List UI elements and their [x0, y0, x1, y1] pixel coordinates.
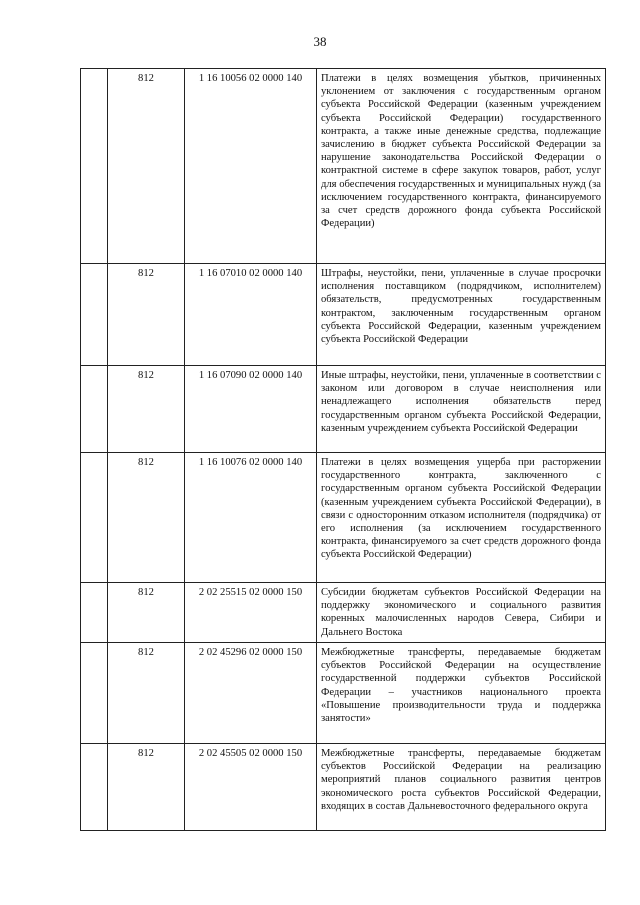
blank-cell: [81, 69, 108, 264]
income-code-cell: 1 16 10056 02 0000 140: [185, 69, 317, 264]
admin-code-cell: 812: [108, 643, 185, 744]
blank-cell: [81, 366, 108, 453]
income-code-cell: 1 16 07090 02 0000 140: [185, 366, 317, 453]
blank-cell: [81, 744, 108, 831]
description-cell: Межбюджетные трансферты, передаваемые бюджетам субъектов Российской Федерации на осуществление государственной поддержки субъектов Российской Федерации – участников национального проекта «Повышение производительности труда и поддержка занятости»: [317, 643, 606, 744]
table-row: [81, 69, 606, 264]
admin-code-cell: 812: [108, 453, 185, 583]
description-cell: Иные штрафы, неустойки, пени, уплаченные в соответствии с законом или договором в случае неисполнения или ненадлежащего исполнения обязательств перед государственным органом субъекта Российской Федерации, казенным учреждением субъекта Российской Федерации: [317, 366, 606, 453]
admin-code-cell: 812: [108, 744, 185, 831]
admin-code-cell: 812: [108, 264, 185, 366]
income-code-cell: 1 16 07010 02 0000 140: [185, 264, 317, 366]
description-cell: Субсидии бюджетам субъектов Российской Федерации на поддержку экономического и социального развития коренных малочисленных народов Севера, Сибири и Дальнего Востока: [317, 583, 606, 643]
income-codes-table: [80, 68, 606, 831]
table-row: [81, 264, 606, 366]
admin-code-cell: 812: [108, 69, 185, 264]
table-row: [81, 453, 606, 583]
description-cell: Платежи в целях возмещения убытков, причиненных уклонением от заключения с государственным органом субъекта Российской Федерации (казенным учреждением субъекта Российской Федерации) государственного контракта, а также иные денежные средства, подлежащие зачислению в бюджет субъекта Российской Федерации за нарушение законодательства Российской Федерации о контрактной системе в сфере закупок товаров, работ, услуг для обеспечения государственных и муниципальных нужд (за исключением государственного контракта, финансируемого за счет средств дорожного фонда субъекта Российской Федерации): [317, 69, 606, 264]
blank-cell: [81, 643, 108, 744]
table-row: [81, 366, 606, 453]
description-cell: Межбюджетные трансферты, передаваемые бюджетам субъектов Российской Федерации на реализацию мероприятий планов социального развития центров экономического роста субъектов Российской Федерации, входящих в состав Дальневосточного федерального округа: [317, 744, 606, 831]
admin-code-cell: 812: [108, 583, 185, 643]
income-code-cell: 2 02 25515 02 0000 150: [185, 583, 317, 643]
description-cell: Штрафы, неустойки, пени, уплаченные в случае просрочки исполнения поставщиком (подрядчиком, исполнителем) обязательств, предусмотренных государственным контрактом, заключенным государственным органом субъекта Российской Федерации, казенным учреждением субъекта Российской Федерации: [317, 264, 606, 366]
description-cell: Платежи в целях возмещения ущерба при расторжении государственного контракта, заключенного с государственным органом субъекта Российской Федерации (казенным учреждением субъекта Российской Федерации), в связи с односторонним отказом исполнителя (подрядчика) от его исполнения (за исключением государственного контракта, финансируемого за счет средств дорожного фонда субъекта Российской Федерации): [317, 453, 606, 583]
table-row: [81, 643, 606, 744]
income-code-cell: 1 16 10076 02 0000 140: [185, 453, 317, 583]
table-row: [81, 583, 606, 643]
income-code-cell: 2 02 45296 02 0000 150: [185, 643, 317, 744]
income-code-cell: 2 02 45505 02 0000 150: [185, 744, 317, 831]
blank-cell: [81, 264, 108, 366]
admin-code-cell: 812: [108, 366, 185, 453]
blank-cell: [81, 583, 108, 643]
table-row: [81, 744, 606, 831]
blank-cell: [81, 453, 108, 583]
page-number: 38: [313, 34, 327, 49]
